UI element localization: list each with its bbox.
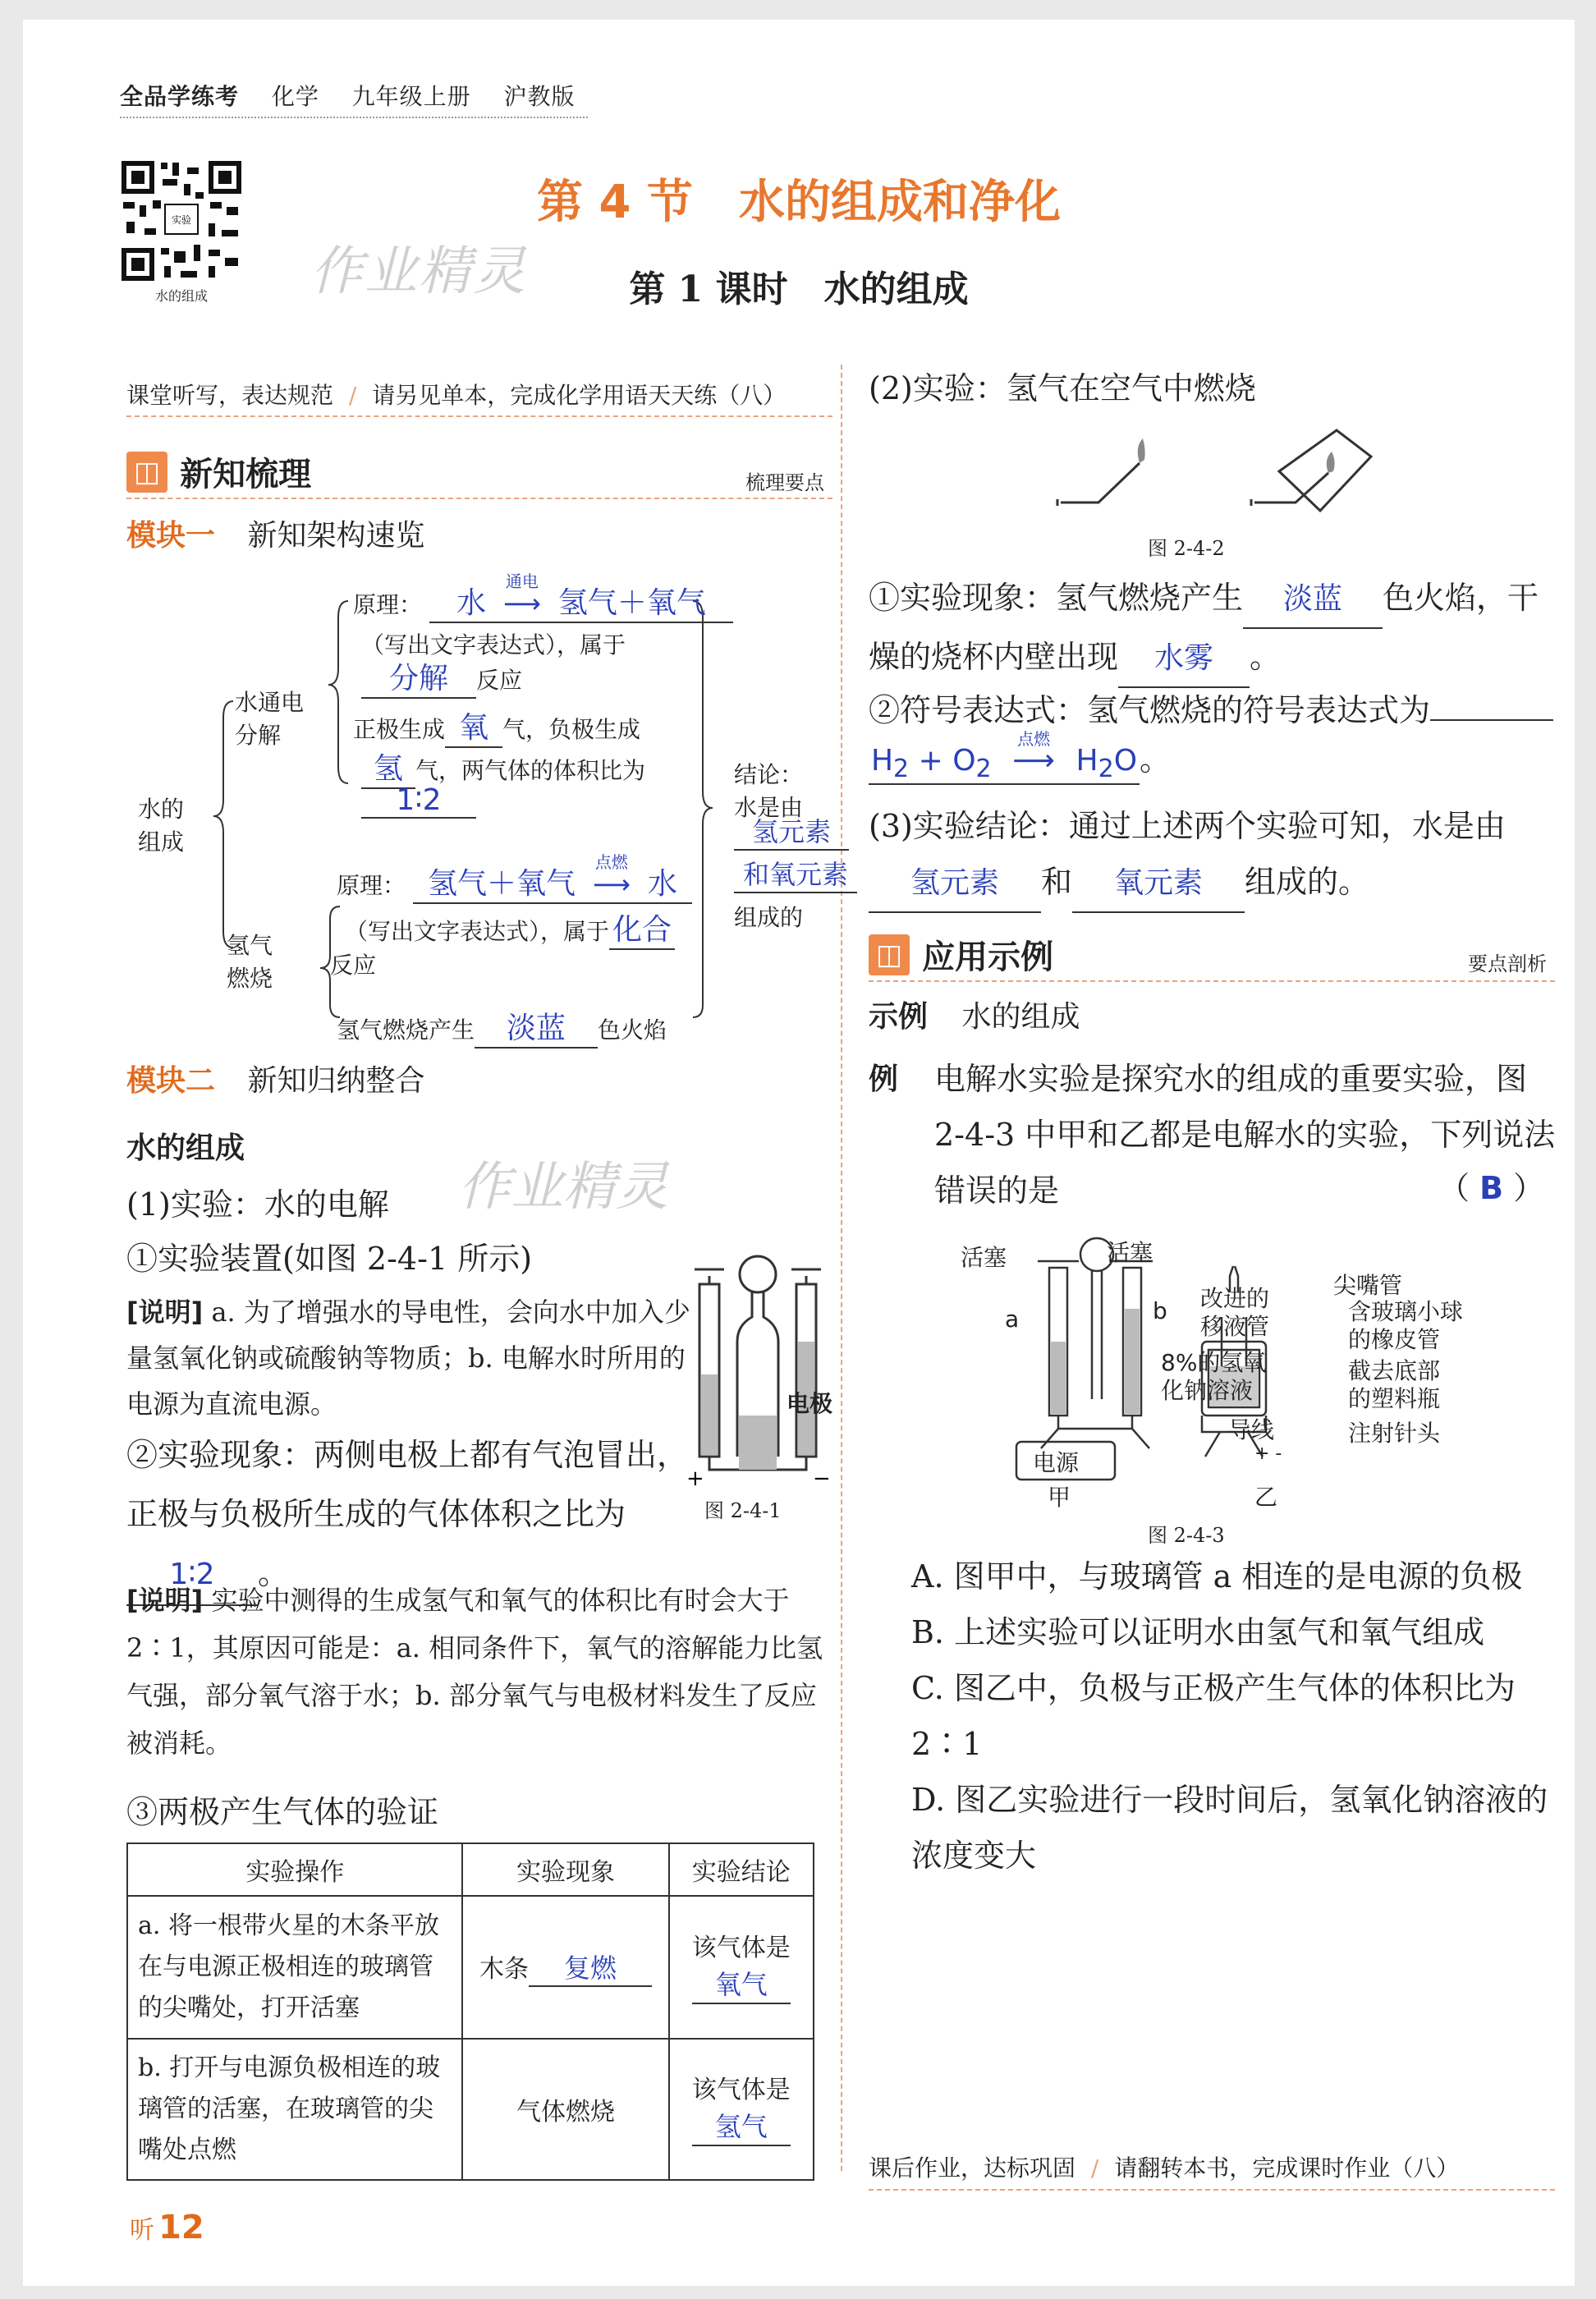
fig1-label: 电极 <box>787 1390 833 1417</box>
example-label: 示例 <box>869 1000 929 1034</box>
fig3-valve1: 活塞 <box>961 1244 1007 1271</box>
option-a[interactable]: A. 图甲中，与玻璃管 a 相连的是电源的负极 <box>911 1558 1523 1595</box>
tree-root: 水的组成 <box>138 796 185 856</box>
fig2-caption: 图 2-4-2 <box>1148 537 1225 560</box>
table-header-conc: 实验结论 <box>669 1843 814 1896</box>
watermark-mid: 作业精灵 <box>458 1157 668 1218</box>
fig3-bottle2: 的塑料瓶 <box>1348 1385 1441 1412</box>
exp2-ans1: 淡蓝 <box>1243 571 1383 629</box>
note1 <box>126 1289 693 1427</box>
table-header-phen: 实验现象 <box>462 1843 668 1896</box>
b1-note: （写出文字表达式），属于 <box>361 631 626 658</box>
fig3-plusminus: + - <box>1254 1443 1282 1464</box>
example-heading <box>869 993 1080 1035</box>
apply-header <box>869 931 1555 982</box>
option-d[interactable]: D. 图乙实验进行一段时间后，氢氧化钠溶液的浓度变大 <box>911 1782 1548 1874</box>
b2-eq-cond: 点燃 <box>594 852 628 872</box>
fig3-b: b <box>1153 1297 1167 1324</box>
option-c[interactable]: C. 图乙中，负极与正极产生气体的体积比为 2∶1 <box>911 1670 1516 1762</box>
note1-tag: [说明] <box>126 1296 204 1328</box>
fig3-needle: 注射针头 <box>1348 1420 1441 1447</box>
module1-label: 模块一 <box>126 519 216 553</box>
fig3-naoh1: 8%的氢氧 <box>1161 1349 1267 1376</box>
exp3-ans1: 氢元素 <box>869 856 1041 913</box>
table-row <box>127 2039 814 2180</box>
table-cell-conc <box>669 2039 814 2180</box>
conclusion-ans2: 和氧元素 <box>734 854 857 893</box>
option-b[interactable]: B. 上述实验可以证明水由氢气和氧气组成 <box>911 1614 1485 1650</box>
exp2-p1a: ①实验现象：氢气燃烧产生 <box>869 580 1244 616</box>
new-knowledge-title: 新知梳理 <box>180 456 312 493</box>
apply-book-icon: ◫ <box>869 934 910 975</box>
example-title: 水的组成 <box>961 1000 1080 1034</box>
header-subject: 化学 <box>271 83 319 110</box>
footer-label: 听 <box>130 2216 154 2245</box>
fig3-caption: 图 2-4-3 <box>1148 1524 1225 1547</box>
watermark-top: 作业精灵 <box>310 241 527 302</box>
apply-title: 应用示例 <box>922 938 1054 976</box>
row2-conc-prefix: 该气体是 <box>691 2076 791 2104</box>
b1-eq-left: 水 <box>456 586 487 620</box>
banner-right-text: 请翻转本书，完成课时作业（八） <box>1114 2154 1460 2182</box>
b2-flame-ans: 淡蓝 <box>475 1005 598 1049</box>
fig3-pipette: 移液管 <box>1200 1313 1270 1340</box>
exp3-and: 和 <box>1041 864 1073 900</box>
fig-2-4-2 <box>1049 422 1378 529</box>
b2-equation: 氢气＋氧气 点燃 ⟶ 水 <box>413 860 692 904</box>
b1-pos-label: 正极生成 <box>353 716 446 743</box>
conclusion-suffix: 组成的 <box>734 904 804 931</box>
b1-pos <box>353 704 640 748</box>
header-rule <box>120 117 588 118</box>
exp3 <box>869 798 1558 913</box>
banner-left: 课堂听写，表达规范 / 请另见单本，完成化学用语天天练（八） <box>126 376 832 417</box>
conclusion-ans1: 氢元素 <box>734 811 849 851</box>
fig3-a: a <box>1005 1306 1020 1333</box>
b2-flame-suffix: 色火焰 <box>598 1016 667 1044</box>
exp2-p1b: 色火焰，干燥的烧杯内壁出现 <box>869 580 1539 675</box>
phenomenon-text: ②实验现象：两侧电极上都有气泡冒出，正极与负极所生成的气体体积之比为 <box>126 1437 689 1532</box>
new-knowledge-tag: 梳理要点 <box>745 471 824 494</box>
exp2-p2 <box>869 685 1553 730</box>
apply-tag: 要点剖析 <box>1468 952 1547 975</box>
b2-note <box>345 906 675 950</box>
note2-text: 实验中测得的生成氢气和氧气的体积比有时会大于 2∶1，其原因可能是：a. 相同条件下，氧气的溶解能力比氢气强，部分氧气溶于水；b. 部分氧气与电极材料发生了反应被消耗。 <box>126 1585 823 1759</box>
phenomenon-ans: 1∶2 <box>126 1545 258 1606</box>
fig-2-4-1 <box>680 1251 836 1489</box>
conclusion-label: 结论： <box>734 761 804 788</box>
table-cell-conc <box>669 1896 814 2039</box>
b1-type <box>361 655 522 699</box>
fig3-valve2: 活塞 <box>1107 1239 1153 1266</box>
b1-ratio-wrap <box>361 783 476 819</box>
note1-text: a. 为了增强水的导电性，会向水中加入少量氢氧化钠或硫酸钠等物质；b. 电解水时所用的电源为直流电源。 <box>126 1296 690 1420</box>
note2 <box>126 1576 832 1767</box>
header-grade: 九年级上册 <box>351 83 471 110</box>
exp2-title: (2)实验：氢气在空气中燃烧 <box>869 370 1256 406</box>
row1-phen-prefix: 木条 <box>479 1955 529 1984</box>
module1 <box>126 512 424 554</box>
b1-principle <box>353 571 733 623</box>
b2-principle-label: 原理： <box>337 872 406 899</box>
b2-flame <box>337 1005 667 1049</box>
svg-text:+: + <box>686 1466 704 1489</box>
row2-conc-ans: 氢气 <box>692 2109 791 2146</box>
b1-neg-suffix: 气，两气体的体积比为 <box>415 757 646 784</box>
tree-branch2: 氢气燃烧 <box>227 932 273 992</box>
b1-neg-ans: 氢 <box>361 746 415 789</box>
header-edition: 沪教版 <box>503 83 576 110</box>
b2-flame-label: 氢气燃烧产生 <box>337 1016 475 1044</box>
svg-text:实验: 实验 <box>171 214 192 226</box>
module2 <box>126 1058 424 1099</box>
topic: 水的组成 <box>126 1131 245 1165</box>
b1-eq-cond: 通电 <box>505 571 539 591</box>
exp1-title: (1)实验：水的电解 <box>126 1186 389 1223</box>
b1-type-suffix: 反应 <box>476 667 523 694</box>
fig3-yi: 乙 <box>1254 1484 1278 1511</box>
fig1-caption: 图 2-4-1 <box>704 1499 782 1522</box>
footer <box>130 2209 204 2246</box>
fig3-wire: 导线 <box>1228 1416 1275 1443</box>
svg-text:−: − <box>813 1466 831 1489</box>
module2-title: 新知归纳整合 <box>247 1064 425 1098</box>
fig3-power: 电源 <box>1033 1449 1080 1476</box>
new-knowledge-header <box>126 448 832 499</box>
b1-pos-ans: 氧 <box>445 704 502 748</box>
header <box>120 79 576 112</box>
exp2-eq-cond: 点燃 <box>1017 729 1051 749</box>
b1-equation: 水 通电 ⟶ 氢气＋氧气 <box>429 580 733 623</box>
tree-branch1: 水通电分解 <box>235 689 305 749</box>
exp2-p2-text: ②符号表达式：氢气燃烧的符号表达式为 <box>869 692 1431 728</box>
phenomenon: ②实验现象：两侧电极上都有气泡冒出，正极与负极所生成的气体体积之比为1∶2 。 <box>126 1425 693 1606</box>
b2-note-text: （写出文字表达式），属于 <box>345 918 610 945</box>
module2-label: 模块二 <box>126 1064 216 1098</box>
question-label: 例 <box>869 1062 899 1096</box>
b1-pos-suffix: 气，负极生成 <box>502 716 641 743</box>
verify-title: ③两极产生气体的验证 <box>126 1794 439 1830</box>
banner-left-tag: 课堂听写，表达规范 <box>126 382 334 409</box>
lesson-title: 第 1 课时 水的组成 <box>629 268 969 310</box>
banner-right-tag: 课后作业，达标巩固 <box>869 2154 1076 2182</box>
module1-title: 新知架构速览 <box>247 519 425 553</box>
banner-left-text: 请另见单本，完成化学用语天天练（八） <box>372 382 787 409</box>
row1-phen-ans: 复燃 <box>529 1948 652 1987</box>
b2-principle <box>337 852 692 904</box>
b2-eq-right: 水 <box>647 867 677 901</box>
section-book-icon: ◫ <box>126 452 167 493</box>
row2-phen-prefix: 气体燃烧 <box>516 2098 615 2127</box>
exp3-ans2: 氧元素 <box>1072 856 1245 913</box>
b1-ratio: 1∶2 <box>361 783 476 819</box>
fig3-tip: 尖嘴管 <box>1333 1272 1403 1299</box>
table-cell-phen <box>462 2039 668 2180</box>
exp2-equation: $H_2 + O_2$ 点燃 ⟶ $H_2O$。 <box>869 734 1171 785</box>
b2-type-ans: 化合 <box>609 906 675 950</box>
exp2-p1: ①实验现象：氢气燃烧产生 淡蓝 色火焰，干燥的烧杯内壁出现 水雾 。 <box>869 570 1558 688</box>
conclusion-ans2-wrap <box>734 854 857 893</box>
table-cell-op: a. 将一根带火星的木条平放在与电源正极相连的玻璃管的尖嘴处，打开活塞 <box>127 1896 462 2039</box>
row1-conc-prefix: 该气体是 <box>691 1934 791 1962</box>
page <box>23 20 1575 2286</box>
b2-eq-left: 氢气＋氧气 <box>428 867 576 901</box>
conclusion-ans1-wrap <box>734 811 849 851</box>
verify-table <box>126 1842 814 2181</box>
exp2-ans2: 水雾 <box>1118 631 1250 688</box>
table-header-op: 实验操作 <box>127 1843 462 1896</box>
banner-right: 课后作业，达标巩固 / 请翻转本书，完成课时作业（八） <box>869 2148 1555 2191</box>
fig3-improved: 改进的 <box>1200 1285 1270 1312</box>
exp2-eq: $H_2 + O_2$ 点燃 ⟶ $H_2O$ <box>869 744 1140 785</box>
fig3-jia: 甲 <box>1048 1484 1071 1511</box>
note2-tag: [说明] <box>126 1585 204 1616</box>
table-cell-phen <box>462 1896 668 2039</box>
b2-type-suffix: 反应 <box>330 952 377 979</box>
section-title: 第 4 节 水的组成和净化 <box>537 176 1061 229</box>
b1-eq-right: 氢气＋氧气 <box>557 586 706 620</box>
fig3-naoh2: 化钠溶液 <box>1161 1377 1254 1404</box>
b1-principle-label: 原理： <box>353 591 423 618</box>
question-answer: （ B ） <box>1438 1170 1545 1206</box>
page-number: 12 <box>158 2209 204 2246</box>
column-divider <box>841 365 842 2171</box>
table-cell-op: b. 打开与电源负极相连的玻璃管的活塞，在玻璃管的尖嘴处点燃 <box>127 2039 462 2180</box>
fig3-ball2: 的橡皮管 <box>1348 1326 1441 1353</box>
exp1-device: ①实验装置(如图 2-4-1 所示) <box>126 1241 533 1277</box>
table-row <box>127 1896 814 2039</box>
exp3-b: 组成的。 <box>1245 864 1370 900</box>
conclusion-text: 水是由 <box>734 794 804 821</box>
exp3-a: (3)实验结论：通过上述两个实验可知，水是由 <box>869 808 1506 844</box>
header-book: 全品学练考 <box>120 83 240 110</box>
b1-type-ans: 分解 <box>361 655 476 699</box>
row1-conc-ans: 氧气 <box>692 1966 791 2004</box>
fig3-bottle1: 截去底部 <box>1348 1357 1441 1384</box>
fig3-ball1: 含玻璃小球 <box>1348 1298 1464 1325</box>
qr-caption: 水的组成 <box>154 288 208 304</box>
question-answer-value: B <box>1479 1170 1504 1206</box>
question-text: 电解水实验是探究水的组成的重要实验，图 2-4-3 中甲和乙都是电解水的实验，下列说法错误的是 <box>934 1061 1556 1209</box>
